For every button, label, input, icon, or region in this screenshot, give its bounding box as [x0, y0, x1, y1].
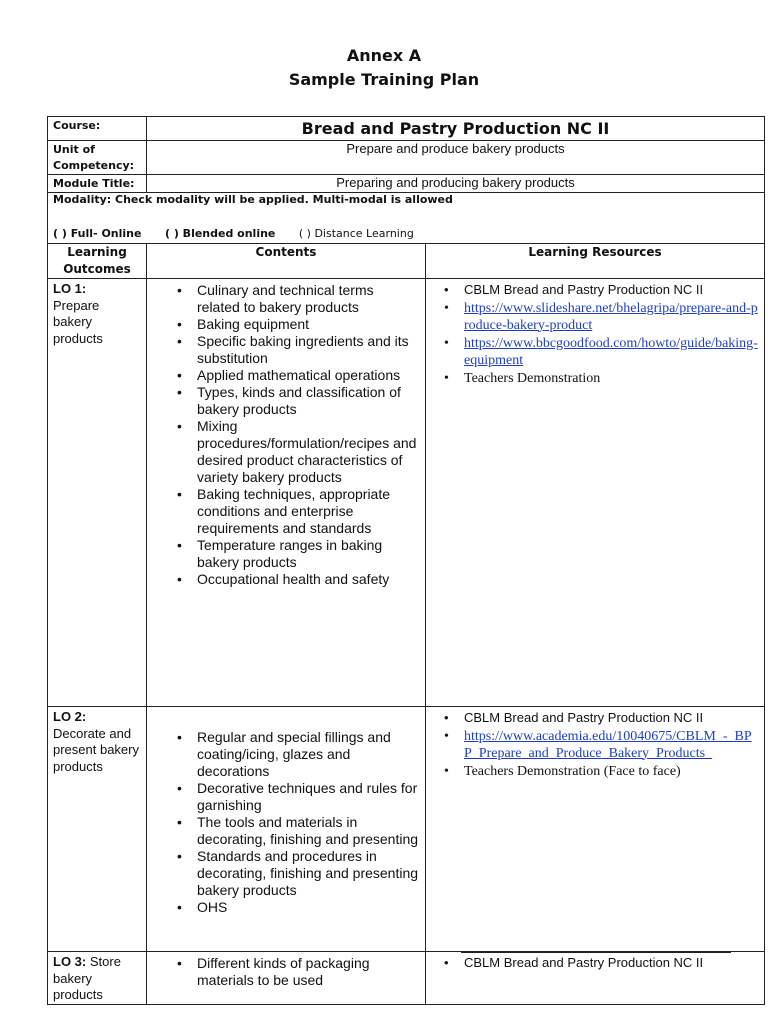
list-item: • Occupational health and safety — [197, 571, 420, 588]
lo3-resource-cblm: • CBLM Bread and Pastry Production NC II — [464, 955, 759, 972]
slideshare-link[interactable]: https://www.slideshare.net/bhelagripa/prepare-and-produce-bakery-product — [464, 300, 758, 333]
list-item: • Baking techniques, appropriate conditions and enterprise requirements and standards — [197, 486, 420, 537]
list-item: • Culinary and technical terms related to bakery products — [197, 282, 420, 316]
lo3-code: LO 3: — [53, 954, 87, 969]
unit-row — [48, 141, 765, 175]
lo1-resource-demo: • Teachers Demonstration — [464, 370, 759, 387]
lo2-row — [48, 707, 765, 952]
lo3-row — [48, 952, 765, 1005]
lo3-contents — [147, 952, 426, 1005]
training-plan-table — [47, 116, 765, 1005]
list-item: • Different kinds of packaging materials to be used — [197, 955, 420, 989]
lo2-outcome — [48, 707, 147, 952]
modality-option-full-online[interactable]: ( ) Full- Online — [53, 227, 142, 240]
lo3-name: Store bakery products — [53, 954, 121, 1003]
module-label: Module Title: — [48, 175, 147, 193]
list-item: • Temperature ranges in baking bakery products — [197, 537, 420, 571]
modality-options — [53, 227, 759, 241]
course-label: Course: — [48, 117, 147, 141]
lo1-contents — [147, 279, 426, 707]
module-value: Preparing and producing bakery products — [147, 175, 765, 193]
course-row — [48, 117, 765, 141]
lo3-outcome — [48, 952, 147, 1005]
divider — [461, 952, 731, 953]
lo2-resource-cblm: • CBLM Bread and Pastry Production NC II — [464, 710, 759, 727]
lo1-resource-cblm: • CBLM Bread and Pastry Production NC II — [464, 282, 759, 299]
modality-option-distance[interactable]: ( ) Distance Learning — [298, 227, 414, 240]
academia-link[interactable]: https://www.academia.edu/10040675/CBLM_-_BPP_Prepare_and_Produce_Bakery_Products_ — [464, 728, 752, 761]
list-item: • Applied mathematical operations — [197, 367, 420, 384]
unit-value: Prepare and produce bakery products — [147, 141, 765, 175]
lo2-name: Decorate and present bakery products — [53, 725, 139, 774]
list-item: • OHS — [197, 899, 420, 916]
list-item: • The tools and materials in decorating, finishing and presenting — [197, 814, 420, 848]
lo1-outcome — [48, 279, 147, 707]
list-item: • Baking equipment — [197, 316, 420, 333]
bbcgoodfood-link[interactable]: https://www.bbcgoodfood.com/howto/guide/baking-equipment — [464, 335, 758, 368]
header-resources: Learning Resources — [426, 244, 765, 279]
header-outcomes: Learning Outcomes — [48, 244, 147, 279]
list-item: • Regular and special fillings and coating/icing, glazes and decorations — [197, 729, 420, 780]
modality-option-blended[interactable]: ( ) Blended online — [164, 227, 276, 240]
list-item: • Mixing procedures/formulation/recipes and desired product characteristics of variety bakery products — [197, 418, 420, 486]
list-item: • Decorative techniques and rules for garnishing — [197, 780, 420, 814]
annex-label: Annex A — [346, 46, 422, 65]
header-row — [48, 244, 765, 279]
lo1-name: Prepare bakery products — [53, 297, 103, 346]
lo2-contents — [147, 707, 426, 952]
lo1-resource-link-slideshare — [464, 300, 759, 334]
modality-text: Modality: Check modality will be applied. Multi-modal is allowed — [53, 193, 453, 206]
modality-row — [48, 193, 765, 244]
lo1-code: LO 1: — [53, 281, 87, 296]
header-contents: Contents — [147, 244, 426, 279]
modality-cell — [48, 193, 765, 244]
lo3-resources — [426, 952, 765, 1005]
list-item: • Standards and procedures in decorating, finishing and presenting bakery products — [197, 848, 420, 899]
lo2-resource-link-academia — [464, 728, 759, 762]
list-item: • Specific baking ingredients and its substitution — [197, 333, 420, 367]
lo2-code: LO 2: — [53, 709, 87, 724]
document-title: Sample Training Plan — [288, 70, 480, 89]
lo2-resource-demo: • Teachers Demonstration (Face to face) — [464, 763, 759, 780]
list-item: • Types, kinds and classification of bakery products — [197, 384, 420, 418]
module-row — [48, 175, 765, 193]
course-value: Bread and Pastry Production NC II — [147, 117, 765, 141]
lo1-resources — [426, 279, 765, 707]
lo2-resources — [426, 707, 765, 952]
lo1-resource-link-bbc — [464, 335, 759, 369]
lo1-row — [48, 279, 765, 707]
unit-label: Unit of Competency: — [48, 141, 147, 175]
